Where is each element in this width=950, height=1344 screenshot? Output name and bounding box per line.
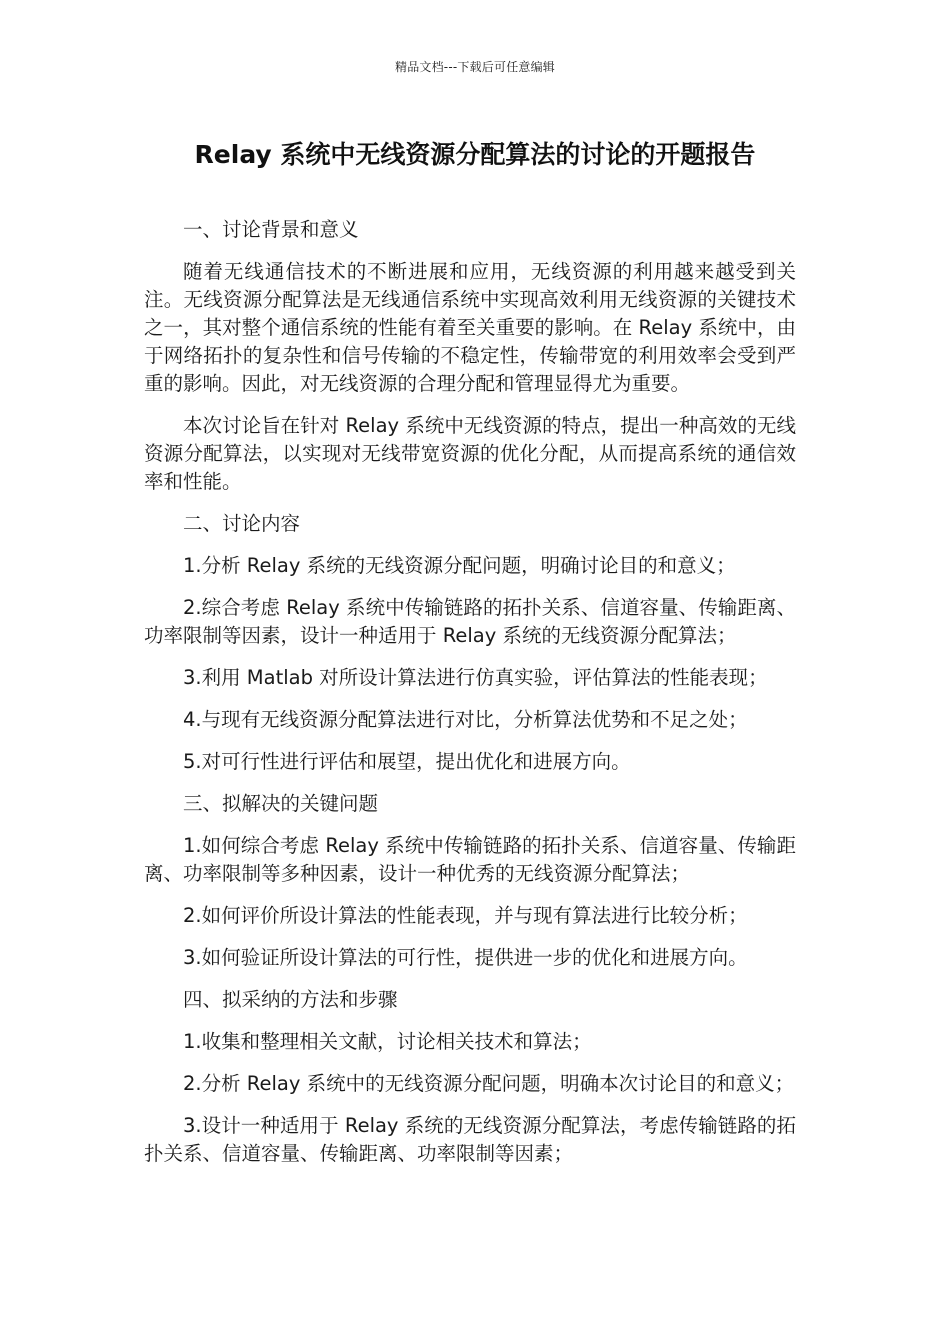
document-body: [144, 216, 796, 1182]
document-title: Relay 系统中无线资源分配算法的讨论的开题报告: [194, 140, 756, 169]
section-heading-background: 一、讨论背景和意义: [183, 218, 359, 241]
list-item: 1.分析 Relay 系统的无线资源分配问题，明确讨论目的和意义；: [183, 554, 736, 577]
list-item: 1.收集和整理相关文献，讨论相关技术和算法；: [183, 1030, 592, 1053]
section-heading-methods: 四、拟采纳的方法和步骤: [183, 988, 398, 1011]
list-item: 3.如何验证所设计算法的可行性，提供进一步的优化和进展方向。: [183, 946, 748, 969]
section-heading-key-problems: 三、拟解决的关键问题: [183, 792, 379, 815]
list-item: 3.利用 Matlab 对所设计算法进行仿真实验，评估算法的性能表现；: [183, 666, 768, 689]
paragraph-background-2: 本次讨论旨在针对 Relay 系统中无线资源的特点，提出一种高效的无线资源分配算法，以实现对无线带宽资源的优化分配，从而提高系统的通信效率和性能。: [144, 414, 796, 493]
list-item: 2.综合考虑 Relay 系统中传输链路的拓扑关系、信道容量、传输距离、功率限制等因素，设计一种适用于 Relay 系统的无线资源分配算法；: [144, 596, 796, 647]
list-item: 2.分析 Relay 系统中的无线资源分配问题，明确本次讨论目的和意义；: [183, 1072, 795, 1095]
list-item: 5.对可行性进行评估和展望，提出优化和进展方向。: [183, 750, 631, 773]
list-item: 1.如何综合考虑 Relay 系统中传输链路的拓扑关系、信道容量、传输距离、功率限制等多种因素，设计一种优秀的无线资源分配算法；: [144, 834, 796, 885]
list-item: 3.设计一种适用于 Relay 系统的无线资源分配算法，考虑传输链路的拓扑关系、信道容量、传输距离、功率限制等因素；: [144, 1114, 796, 1165]
list-item: 4.与现有无线资源分配算法进行对比，分析算法优势和不足之处；: [183, 708, 748, 731]
header-watermark: 精品文档---下载后可任意编辑: [395, 60, 555, 74]
list-item: 2.如何评价所设计算法的性能表现，并与现有算法进行比较分析；: [183, 904, 748, 927]
section-heading-content: 二、讨论内容: [183, 512, 301, 535]
paragraph-background-1: 随着无线通信技术的不断进展和应用，无线资源的利用越来越受到关注。无线资源分配算法是无线通信系统中实现高效利用无线资源的关键技术之一，其对整个通信系统的性能有着至关重要的影响。在 Relay 系统中，由于网络拓扑的复杂性和信号传输的不稳定性，传输带宽的利用效率会受到严重的影响。因此，对无线资源的合理分配和管理显得尤为重要。: [144, 260, 796, 395]
